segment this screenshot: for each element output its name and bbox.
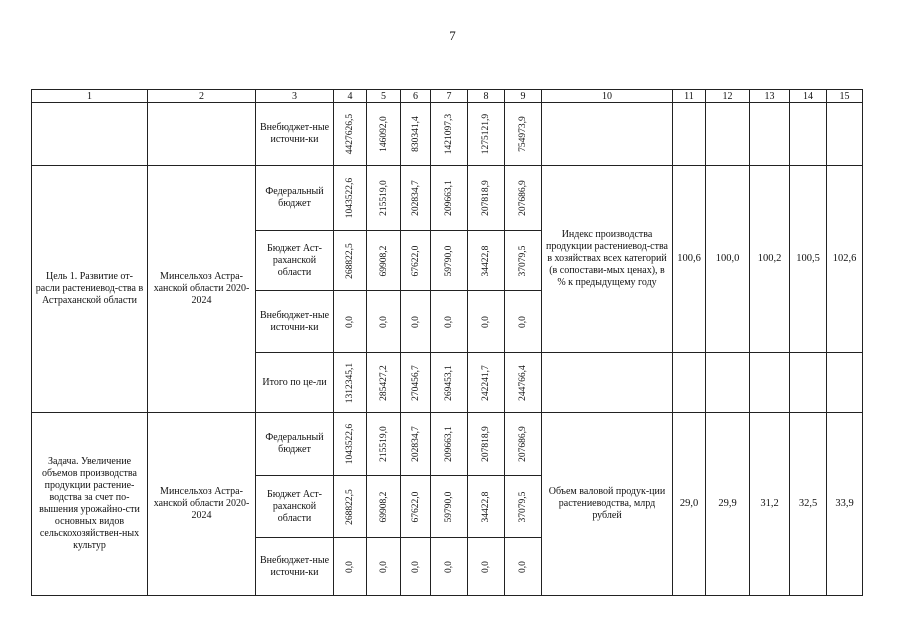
value-cell: 0,0 [468,291,505,353]
value-cell: 754973,9 [505,103,542,166]
indicator-value: 100,6 [673,166,706,353]
empty-cell [827,353,863,413]
value-cell: 1421097,3 [431,103,468,166]
value-cell: 207686,9 [505,166,542,231]
header-cell: 6 [401,90,431,103]
value-cell: 0,0 [431,538,468,596]
empty-cell [32,103,148,166]
value-cell: 207818,9 [468,166,505,231]
empty-cell [750,353,790,413]
value-cell: 34422,8 [468,231,505,291]
value-cell: 215519,0 [367,166,401,231]
value-cell: 0,0 [334,538,367,596]
value-cell: 0,0 [401,538,431,596]
value-cell: 0,0 [401,291,431,353]
value-cell: 830341,4 [401,103,431,166]
indicator-value: 29,9 [706,413,750,596]
indicator-value: 29,0 [673,413,706,596]
value-cell: 0,0 [468,538,505,596]
value-cell: 244766,4 [505,353,542,413]
indicator-value: 32,5 [790,413,827,596]
funding-source: Внебюджет-ные источни-ки [256,103,334,166]
value-cell: 69908,2 [367,476,401,538]
task-executor: Минсельхоз Астра-ханской области 2020-2024 [148,413,256,596]
header-cell: 14 [790,90,827,103]
value-cell: 202834,7 [401,413,431,476]
value-cell: 285427,2 [367,353,401,413]
empty-cell [673,103,706,166]
table-row [32,166,863,231]
empty-cell [827,103,863,166]
empty-cell [750,103,790,166]
value-cell: 0,0 [367,538,401,596]
value-cell: 59790,0 [431,231,468,291]
funding-source: Федеральный бюджет [256,166,334,231]
indicator-value: 31,2 [750,413,790,596]
indicator-value: 102,6 [827,166,863,353]
value-cell: 242241,7 [468,353,505,413]
value-cell: 1043522,6 [334,166,367,231]
header-cell: 10 [542,90,673,103]
value-cell: 146092,0 [367,103,401,166]
value-cell: 4427626,5 [334,103,367,166]
header-cell: 12 [706,90,750,103]
value-cell: 209663,1 [431,166,468,231]
empty-cell [706,353,750,413]
header-cell: 8 [468,90,505,103]
value-cell: 269453,1 [431,353,468,413]
value-cell: 67622,0 [401,231,431,291]
value-cell: 207686,9 [505,413,542,476]
header-cell: 7 [431,90,468,103]
header-cell: 1 [32,90,148,103]
goal-title: Цель 1. Развитие от-расли растениевод-ства в Астраханской области [32,166,148,413]
funding-source: Внебюджет-ные источни-ки [256,291,334,353]
header-cell: 2 [148,90,256,103]
value-cell: 34422,8 [468,476,505,538]
funding-source: Внебюджет-ные источни-ки [256,538,334,596]
empty-cell [542,353,673,413]
value-cell: 268822,5 [334,476,367,538]
indicator-value: 33,9 [827,413,863,596]
indicator-value: 100,5 [790,166,827,353]
header-row [32,90,863,103]
empty-cell [790,353,827,413]
task-title: Задача. Увеличение объемов производства продукции растение-водства за счет по-вышения урожайно-сти основных видов сельскохозяйствен-ных культур [32,413,148,596]
header-cell: 9 [505,90,542,103]
value-cell: 202834,7 [401,166,431,231]
empty-cell [706,103,750,166]
value-cell: 37079,5 [505,231,542,291]
value-cell: 69908,2 [367,231,401,291]
header-cell: 3 [256,90,334,103]
value-cell: 0,0 [505,291,542,353]
header-cell: 13 [750,90,790,103]
value-cell: 59790,0 [431,476,468,538]
value-cell: 1312345,1 [334,353,367,413]
empty-cell [790,103,827,166]
indicator-value: 100,0 [706,166,750,353]
value-cell: 215519,0 [367,413,401,476]
goal-indicator: Индекс производства продукции растениевод-ства в хозяйствах всех категорий (в сопостави-мых ценах), в % к предыдущему году [542,166,673,353]
value-cell: 207818,9 [468,413,505,476]
header-cell: 11 [673,90,706,103]
funding-source: Федеральный бюджет [256,413,334,476]
goal-executor: Минсельхоз Астра-ханской области 2020-2024 [148,166,256,413]
value-cell: 0,0 [505,538,542,596]
value-cell: 1275121,9 [468,103,505,166]
funding-source: Бюджет Аст-раханской области [256,476,334,538]
funding-source: Итого по це-ли [256,353,334,413]
task-indicator: Объем валовой продук-ции растениеводства, млрд рублей [542,413,673,596]
table-row [32,413,863,476]
table-row [32,103,863,166]
value-cell: 0,0 [334,291,367,353]
page-number: 7 [449,28,456,43]
funding-source: Бюджет Аст-раханской области [256,231,334,291]
value-cell: 0,0 [367,291,401,353]
header-cell: 4 [334,90,367,103]
empty-cell [673,353,706,413]
empty-cell [148,103,256,166]
value-cell: 209663,1 [431,413,468,476]
empty-cell [542,103,673,166]
value-cell: 268822,5 [334,231,367,291]
header-cell: 15 [827,90,863,103]
value-cell: 270456,7 [401,353,431,413]
value-cell: 1043522,6 [334,413,367,476]
header-cell: 5 [367,90,401,103]
value-cell: 67622,0 [401,476,431,538]
value-cell: 37079,5 [505,476,542,538]
value-cell: 0,0 [431,291,468,353]
program-table [31,89,863,596]
indicator-value: 100,2 [750,166,790,353]
